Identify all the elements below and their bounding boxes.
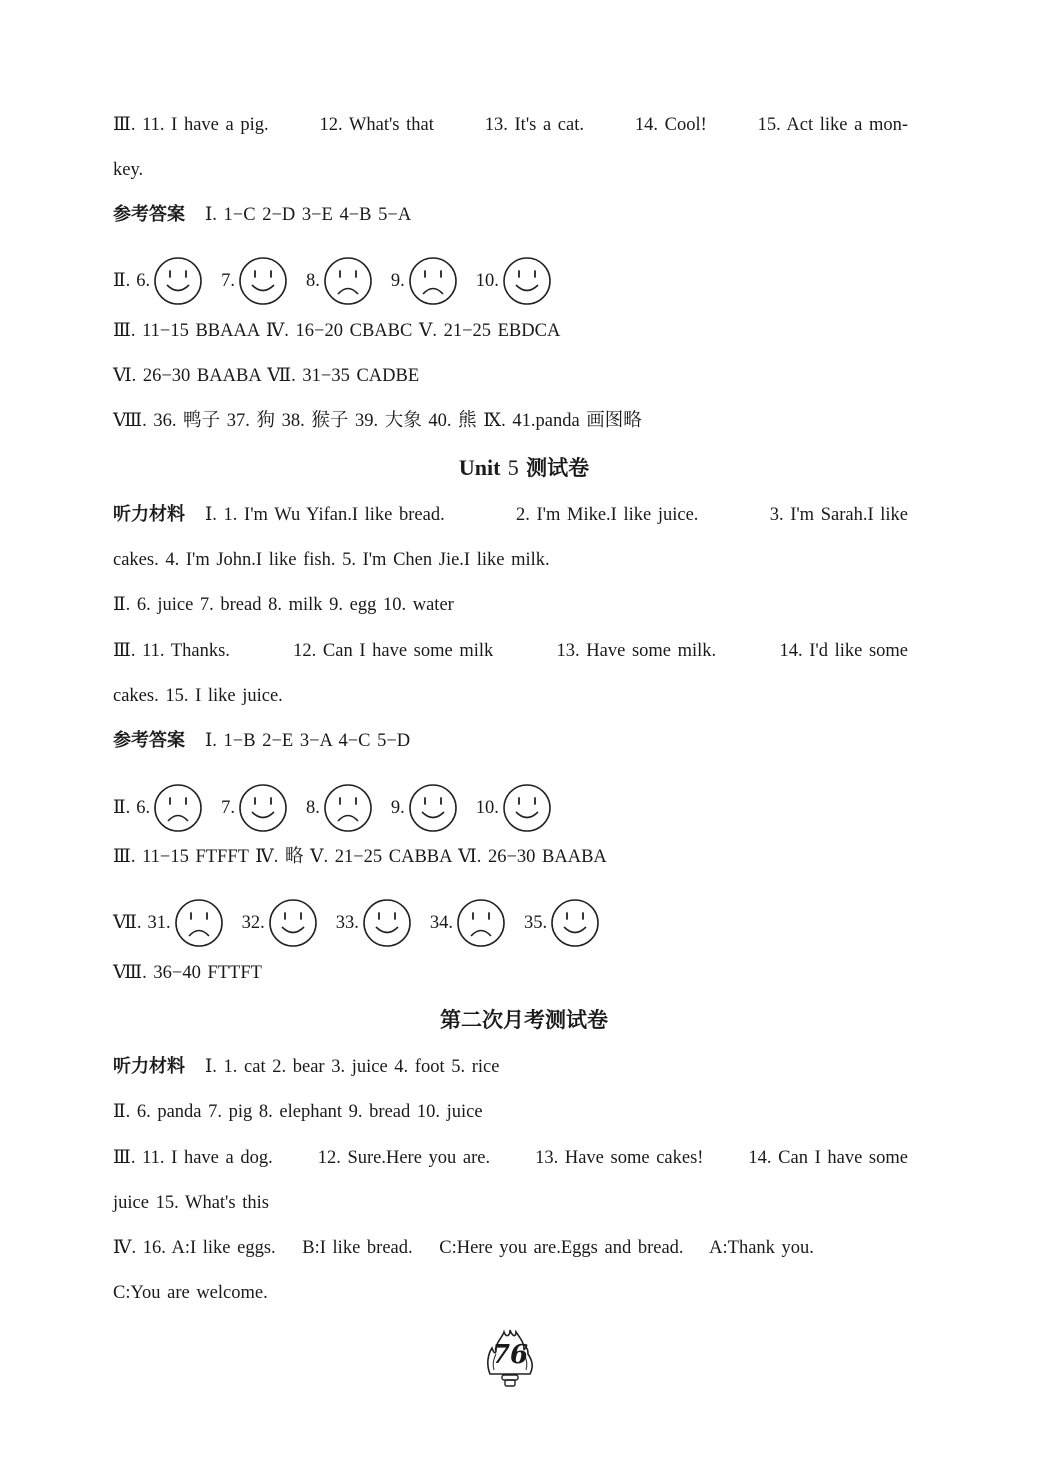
smiley-face-icon <box>408 783 458 833</box>
text-segment: cakes. 15. I like juice. <box>113 686 283 706</box>
answer-line <box>113 314 908 348</box>
text-segment: 14. I'd like some <box>779 641 908 661</box>
text-segment: 3. I'm Sarah.I like <box>769 505 908 525</box>
text-segment: Ⅵ. 26−30 BAABA Ⅶ. 31−35 CADBE <box>113 366 420 386</box>
text-segment: B:I like bread. <box>302 1238 413 1258</box>
item-number: 10. <box>475 271 499 291</box>
face-item <box>136 783 203 833</box>
answer-key-line <box>113 724 908 758</box>
faces-row <box>113 256 908 290</box>
text-segment: A:Thank you. <box>709 1238 814 1258</box>
answer-line <box>113 404 908 438</box>
item-number: 31. <box>147 913 171 933</box>
item-number: 35. <box>524 913 548 933</box>
text-segment: Ⅲ. 11−15 FTFFT Ⅳ. 略 Ⅴ. 21−25 CABBA Ⅵ. 26−30 BAABA <box>113 847 607 867</box>
face-item <box>242 898 318 948</box>
face-item <box>306 256 373 306</box>
listening-line <box>113 634 908 668</box>
text-segment: 12. What's that <box>319 115 434 135</box>
heading-unit: Unit <box>458 455 501 480</box>
text-segment: C:Here you are.Eggs and bread. <box>439 1238 684 1258</box>
answer-key-line <box>113 198 908 232</box>
section-numeral: Ⅱ. <box>113 271 131 291</box>
item-number: 9. <box>390 271 405 291</box>
listening-line <box>113 588 908 622</box>
sad-face-icon <box>174 898 224 948</box>
heading-number: 5 <box>507 455 519 480</box>
text-segment: 14. Cool! <box>634 115 707 135</box>
faces-row <box>113 898 908 932</box>
item-number: 8. <box>305 798 320 818</box>
listening-line <box>113 679 908 713</box>
section-heading <box>0 451 1048 485</box>
item-number: 8. <box>305 271 320 291</box>
section-heading <box>0 1003 1048 1037</box>
face-item <box>476 783 552 833</box>
smiley-face-icon <box>502 256 552 306</box>
page-number: 76 <box>491 1340 529 1370</box>
section-numeral: Ⅱ. <box>113 798 131 818</box>
text-segment: 15. Act like a mon- <box>757 115 908 135</box>
text-segment: cakes. 4. I'm John.I like fish. 5. I'm Chen Jie.I like milk. <box>113 550 550 570</box>
text-segment: C:You are welcome. <box>113 1283 268 1303</box>
listening-line <box>113 1141 908 1175</box>
listening-label: 听力材料 <box>113 1056 185 1077</box>
text-segment: Ⅳ. 16. A:I like eggs. <box>113 1238 276 1258</box>
text-segment: juice 15. What's this <box>113 1193 269 1213</box>
listening-line <box>113 543 908 577</box>
text-segment: Ⅰ. 1−B 2−E 3−A 4−C 5−D <box>205 731 411 751</box>
text-segment: 13. Have some milk. <box>556 641 717 661</box>
sad-face-icon <box>408 256 458 306</box>
text-segment: 13. It's a cat. <box>484 115 584 135</box>
item-number: 7. <box>221 798 235 818</box>
sad-face-icon <box>153 783 203 833</box>
item-number: 6. <box>136 271 151 291</box>
face-item <box>430 898 506 948</box>
text-segment: 12. Sure.Here you are. <box>317 1148 491 1168</box>
sad-face-icon <box>456 898 506 948</box>
smiley-face-icon <box>238 256 288 306</box>
heading-title: 第二次月考测试卷 <box>440 1008 608 1032</box>
text-segment: key. <box>113 160 144 180</box>
face-item <box>136 256 203 306</box>
smiley-face-icon <box>268 898 318 948</box>
smiley-face-icon <box>502 783 552 833</box>
answer-key-label: 参考答案 <box>113 204 185 225</box>
smiley-face-icon <box>550 898 600 948</box>
item-number: 34. <box>429 913 453 933</box>
text-segment: Ⅷ. 36. 鸭子 37. 狗 38. 猴子 39. 大象 40. 熊 Ⅸ. 41.panda 画图略 <box>113 411 642 431</box>
answer-line <box>113 956 908 990</box>
smiley-face-icon <box>238 783 288 833</box>
item-number: 32. <box>241 913 265 933</box>
text-segment: Ⅲ. 11. I have a dog. <box>113 1148 273 1168</box>
section-numeral: Ⅶ. <box>113 913 142 933</box>
sad-face-icon <box>323 256 373 306</box>
face-item <box>391 256 458 306</box>
face-item <box>221 783 288 833</box>
text-segment: Ⅰ. 1. I'm Wu Yifan.I like bread. <box>205 505 445 525</box>
text-segment: Ⅷ. 36−40 FTTFT <box>113 963 262 983</box>
text-segment: Ⅲ. 11−15 BBAAA Ⅳ. 16−20 CBABC Ⅴ. 21−25 EBDCA <box>113 321 561 341</box>
answer-line <box>113 359 908 393</box>
face-item <box>476 256 552 306</box>
face-item <box>336 898 412 948</box>
text-segment: Ⅰ. 1−C 2−D 3−E 4−B 5−A <box>205 205 412 225</box>
answer-line <box>113 108 908 142</box>
listening-label: 听力材料 <box>113 504 185 525</box>
item-number: 6. <box>136 798 151 818</box>
text-segment: Ⅲ. 11. I have a pig. <box>113 115 269 135</box>
text-segment: Ⅲ. 11. Thanks. <box>113 641 230 661</box>
item-number: 9. <box>390 798 405 818</box>
item-number: 33. <box>335 913 359 933</box>
face-item <box>391 783 458 833</box>
heading-title: 测试卷 <box>526 456 590 480</box>
sad-face-icon <box>323 783 373 833</box>
face-item <box>524 898 600 948</box>
smiley-face-icon <box>153 256 203 306</box>
text-segment: 2. I'm Mike.I like juice. <box>516 505 699 525</box>
item-number: 7. <box>221 271 235 291</box>
item-number: 10. <box>475 798 499 818</box>
answer-line <box>113 840 908 874</box>
text-segment: 12. Can I have some milk <box>293 641 494 661</box>
face-item <box>221 256 288 306</box>
listening-line <box>113 1231 888 1265</box>
faces-row <box>113 783 908 817</box>
smiley-face-icon <box>362 898 412 948</box>
face-item <box>148 898 224 948</box>
listening-line <box>113 1095 908 1129</box>
listening-line <box>113 1276 908 1310</box>
listening-line <box>113 1050 908 1084</box>
listening-line <box>113 498 908 532</box>
answer-key-label: 参考答案 <box>113 730 185 751</box>
page-number-badge <box>482 1326 538 1388</box>
listening-line <box>113 1186 908 1220</box>
text-segment: 14. Can I have some <box>748 1148 908 1168</box>
text-segment: Ⅱ. 6. juice 7. bread 8. milk 9. egg 10. water <box>113 595 454 615</box>
text-segment: Ⅱ. 6. panda 7. pig 8. elephant 9. bread 10. juice <box>113 1102 483 1122</box>
text-segment: Ⅰ. 1. cat 2. bear 3. juice 4. foot 5. rice <box>205 1057 500 1077</box>
face-item <box>306 783 373 833</box>
answer-line <box>113 153 908 187</box>
text-segment: 13. Have some cakes! <box>535 1148 704 1168</box>
